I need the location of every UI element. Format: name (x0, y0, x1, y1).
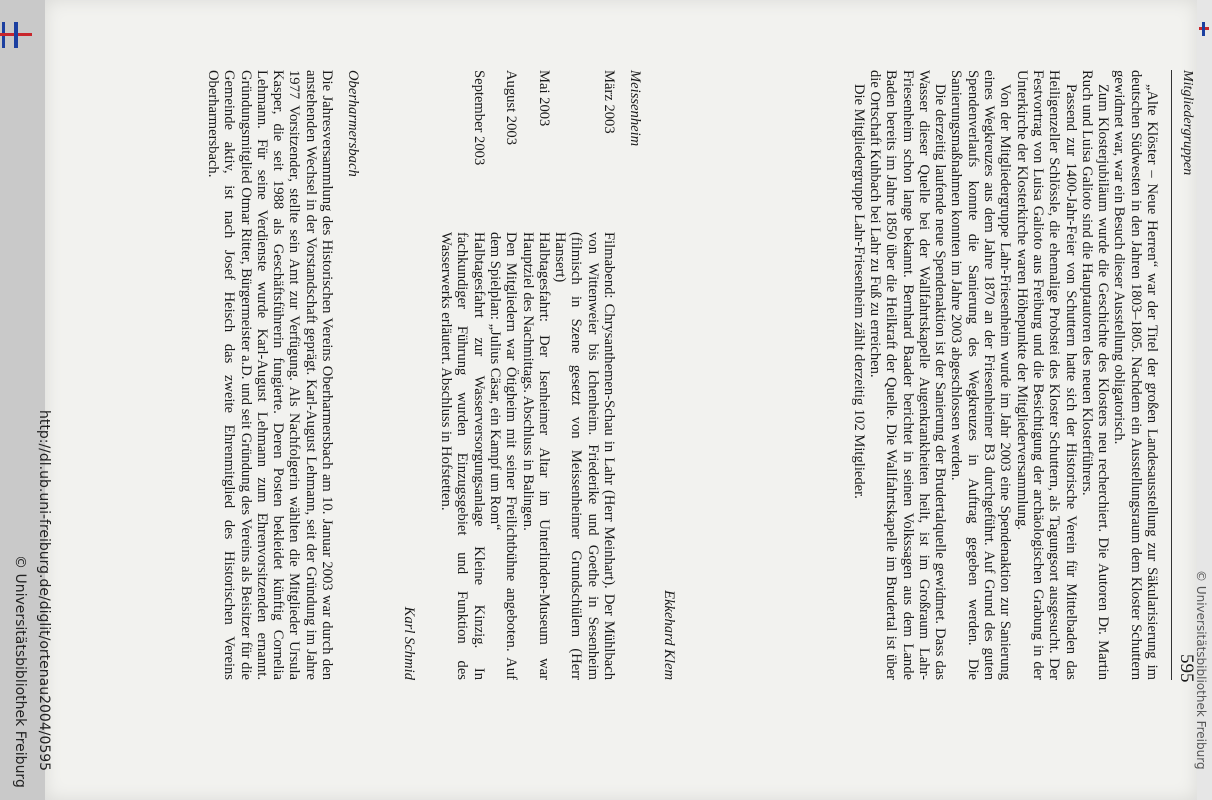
event-date: März 2003 (601, 70, 617, 134)
header-rule (1171, 70, 1172, 680)
body-text-column (850, 70, 1160, 680)
event-item (552, 70, 617, 680)
author-signature: Ekkehard Klem (661, 590, 677, 680)
running-head: Mitgliedergruppen (1180, 70, 1195, 176)
color-marker-left (0, 22, 32, 48)
page-number: 595 (1176, 654, 1197, 683)
scanned-page (45, 0, 1197, 800)
event-description: Filmabend: Chrysanthemen-Schau in Lahr (Herr Meinhart). Der Mühlbach von Wittenweier bis Ichenheim. Friederike und Goethe in Sesenheim (filmisch in Szene gesetzt von Meissenheimer Grundschülern (Herr Hansert) (552, 232, 617, 680)
copyright-text: © Universitätsbibliothek Freiburg (12, 555, 28, 788)
page-content-rotated (45, 0, 1197, 800)
paragraph: Die Jahresversammlung des Historischen Vereins Oberharmersbach am 10. Januar 2003 war durch den anstehenden Wechsel in der Vorstandschaft geprägt. Karl-August Lehmann, seit der Gründung im Jahre 1977 Vorsitzender, stellte sein Amt zur Verfügung. Als Nachfolgerin wählten die Mitglieder Ursula Kasper, die seit 1988 als Geschäftsführerin fungierte. Deren Posten bekleidet künftig Cornelia Lehmann. Für seine Verdienste wurde Karl-August Lehmann zum Ehrenvorsitzenden ernannt. Gründungsmitglied Otmar Ritter, Bürgermeister a.D. und seit Gründung des Vereins als Beisitzer für die Gemeinde aktiv, ist nach Josef Heisch das zweite Ehrenmitglied des Historischen Vereins Oberharmersbach. (204, 70, 335, 680)
event-item (519, 70, 552, 680)
event-description: Halbtagesfahrt zur Wasserversorgungsanlage Kleine Kinzig. In fachkundiger Führung wurden Einzugsgebiet und Funktion des Wasserwerks erläutert. Abschluss in Hofstetten. (438, 232, 487, 680)
paragraph: „Alte Klöster – Neue Herren“ war der Titel der großen Landesausstellung zur Säkularisierung im deutschen Südwesten in den Jahren 1803–1805. Nachdem ein Ausstellungsraum dem Kloster Schuttern gewidmet war, war ein Besuch dieser Ausstellung obligatorisch. (1111, 70, 1160, 680)
event-date: Mai 2003 (535, 70, 552, 127)
author-signature: Karl Schmid (401, 606, 417, 680)
event-date: September 2003 (470, 70, 487, 166)
event-date: August 2003 (503, 70, 520, 145)
paragraph: Zum Klosterjubiläum wurde die Geschichte des Klosters neu recherchiert. Die Autoren Dr. Martin Ruch und Luisa Galioto sind die Hauptautoren des neuen Klosterführers. (1078, 70, 1112, 680)
event-item (487, 70, 520, 680)
body-text-column (205, 70, 335, 680)
section-heading-oberharmersbach: Oberharmersbach (345, 70, 361, 177)
marker-blue-bar (1202, 22, 1205, 36)
event-list (438, 70, 617, 680)
paragraph: Die Mitgliedergruppe Lahr-Friesenheim zählt derzeitig 102 Mitglieder. (850, 84, 867, 499)
top-copyright-text: © Universitätsbibliothek Freiburg (1194, 570, 1208, 770)
section-heading-meissenheim: Meissenheim (627, 70, 643, 147)
event-description: Halbtagesfahrt: Der Isenheimer Altar im Unterlinden-Museum war Hauptziel des Nachmittags. Abschluss in Balingen. (519, 232, 552, 680)
event-item (438, 70, 487, 680)
paragraph: Von der Mitgliedergruppe Lahr-Friesenheim wurde im Jahr 2003 eine Spendenaktion zur Sanierung eines Wegkreuzes aus dem Jahre 1870 an der Friesenheimer B3 durchgeführt. Auf Grund des guten Spendenverlaufs konnte die Sanierung des Wegkreuzes in Auftrag gegeben werden. Die Sanierungsmaßnahmen konnten im Jahre 2003 abgeschlossen werden. (948, 70, 1014, 680)
color-marker-right (1199, 22, 1209, 36)
source-url-link[interactable]: http://dl.ub.uni-freiburg.de/diglit/ortenau2004/0595 (36, 410, 52, 772)
event-description: Den Mitgliedern war Ötigheim mit seiner Freilichtbühne angeboten. Auf dem Spielplan: „Julius Cäsar, ein Kampf um Rom“ (486, 232, 520, 680)
paragraph: Die derzeitig laufende neue Spendenaktion ist der Sanierung der Brudertalquelle gewidmet. Dass das Wasser dieser Quelle bei der Wallfahrtskapelle Augenkrankheiten heilt, ist im Großraum Lahr-Friesenheim schon lange bekannt. Bernhard Baader berichtet in seinen Volkssagen aus dem Lande Baden bereits im Jahre 1850 über die Heilkraft der Quelle. Die Wallfahrtskapelle im Brudertal ist über die Ortschaft Kuhbach bei Lahr zu Fuß zu erreichen. (866, 70, 949, 680)
paragraph: Passend zur 1400-Jahr-Feier von Schuttern hatte sich der Historische Verein für Mittelbaden das Heiligenzeller Schlössle, die ehemalige Probstei des Kloster Schuttern, als Tagungsort ausgesucht. Der Festvortrag von Luisa Galioto aus Freiburg und die Besichtigung der archäologischen Grabung in der Unterkirche der Klosterkirche waren Höhepunkte der Mitgliederversammlung. (1013, 70, 1079, 680)
marker-blue-bar (14, 22, 18, 48)
